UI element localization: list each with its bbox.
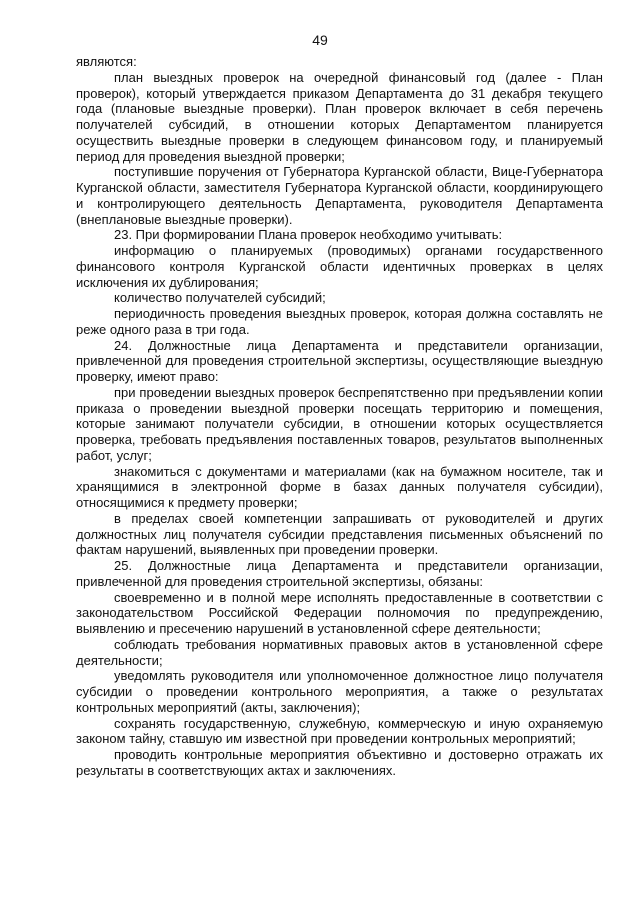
- document-body: [76, 54, 603, 779]
- paragraph: план выездных проверок на очередной финансовый год (далее - План проверок), который утверждается приказом Департамента до 31 декабря текущего года (плановые выездные проверки). План проверок включает в себя перечень получателей субсидий, в отношении которых Департаментом планируется осуществить выездные проверки в следующем финансовом году, и планируемый период для проведения выездной проверки;: [76, 69, 603, 164]
- paragraph: соблюдать требования нормативных правовых актов в установленной сфере деятельности;: [76, 636, 603, 668]
- paragraph: 24. Должностные лица Департамента и представители организации, привлеченной для проведения строительной экспертизы, осуществляющие выездную проверку, имеют право:: [76, 337, 603, 384]
- paragraph: являются:: [76, 54, 137, 69]
- paragraph: проводить контрольные мероприятия объективно и достоверно отражать их результаты в соответствующих актах и заключениях.: [76, 747, 603, 778]
- paragraph: информацию о планируемых (проводимых) органами государственного финансового контроля Курганской области идентичных проверках в целях исключения их дублирования;: [76, 243, 603, 290]
- paragraph: поступившие поручения от Губернатора Курганской области, Вице-Губернатора Курганской области, заместителя Губернатора Курганской области, координирующего и контролирующего деятельность Департамента, руководителя Департамента (внеплановые выездные проверки).: [76, 164, 603, 227]
- paragraph: при проведении выездных проверок беспрепятственно при предъявлении копии приказа о проведении выездной проверки посещать территорию и помещения, которые занимают получатели субсидии, в отношении которых осуществляется проверка, требовать предъявления поставленных товаров, результатов выполненных работ, услуг;: [76, 384, 603, 463]
- paragraph: 25. Должностные лица Департамента и представители организации, привлеченной для проведения строительной экспертизы, обязаны:: [76, 558, 603, 589]
- paragraph: количество получателей субсидий;: [114, 290, 326, 306]
- paragraph: 23. При формировании Плана проверок необходимо учитывать:: [114, 227, 503, 243]
- paragraph: сохранять государственную, служебную, коммерческую и иную охраняемую законом тайну, ставшую им известной при проведении контрольных мероприятий;: [76, 715, 603, 747]
- paragraph: периодичность проведения выездных проверок, которая должна составлять не реже одного раза в три года.: [76, 306, 603, 337]
- page-number: 49: [312, 32, 328, 48]
- paragraph: уведомлять руководителя или уполномоченное должностное лицо получателя субсидии о проведении контрольного мероприятия, а также о результатах контрольных мероприятий (акты, заключения);: [76, 668, 603, 715]
- paragraph: знакомиться с документами и материалами (как на бумажном носителе, так и хранящимися в электронной форме в базах данных получателя субсидии), относящимися к предмету проверки;: [76, 463, 603, 510]
- paragraph: своевременно и в полной мере исполнять предоставленные в соответствии с законодательством Российской Федерации полномочия по предупреждению, выявлению и пресечению нарушений в установленной сфере деятельности;: [76, 589, 603, 636]
- paragraph: в пределах своей компетенции запрашивать от руководителей и других должностных лиц получателя субсидии представления письменных объяснений по фактам нарушений, выявленных при проведении проверки.: [76, 510, 603, 558]
